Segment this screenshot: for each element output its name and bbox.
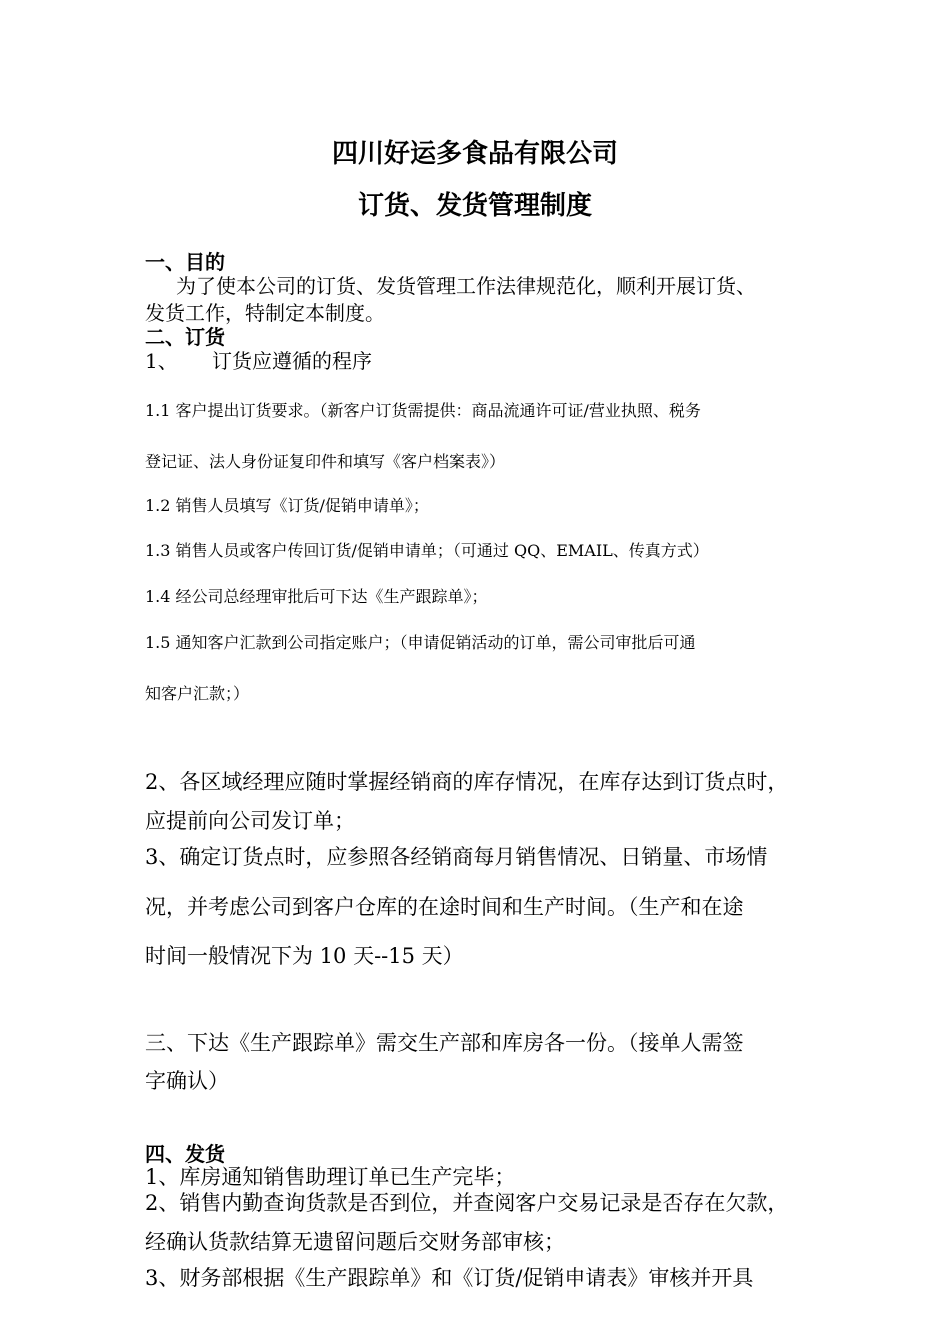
section2-heading: 二、订货 <box>145 325 225 349</box>
document-title: 订货、发货管理制度 <box>357 191 592 221</box>
section2-item2-line2: 应提前向公司发订单； <box>145 809 355 833</box>
step-1-2: 1.2 销售人员填写《订货/促销申请单》； <box>145 496 429 515</box>
section1-heading: 一、目的 <box>145 250 225 274</box>
section3-line2: 字确认） <box>145 1069 229 1093</box>
section2-item3-line1: 3、确定订货点时，应参照各经销商每月销售情况、日销量、市场情 <box>145 845 768 869</box>
section4-heading: 四、发货 <box>145 1142 225 1166</box>
step-1-1-line2: 登记证、法人身份证复印件和填写《客户档案表》） <box>145 452 506 471</box>
section4-item3-line1: 3、财务部根据《生产跟踪单》和《订货/促销申请表》审核并开具 <box>145 1266 754 1290</box>
section1-line1: 为了使本公司的订货、发货管理工作法律规范化，顺利开展订货、 <box>176 274 756 298</box>
section2-item3-line3: 时间一般情况下为 10 天--15 天） <box>145 944 464 968</box>
section4-item1: 1、库房通知销售助理订单已生产完毕； <box>145 1165 516 1189</box>
section2-item1-text: 订货应遵循的程序 <box>212 349 372 373</box>
section2-item3-line2: 况，并考虑公司到客户仓库的在途时间和生产时间。（生产和在途 <box>145 895 744 919</box>
company-name: 四川好运多食品有限公司 <box>331 139 618 169</box>
section2-item1-number: 1、 <box>145 349 178 373</box>
section3-line1: 三、下达《生产跟踪单》需交生产部和库房各一份。（接单人需签 <box>145 1031 744 1055</box>
step-1-5-line2: 知客户汇款；） <box>145 684 250 703</box>
step-1-5-line1: 1.5 通知客户汇款到公司指定账户；（申请促销活动的订单，需公司审批后可通 <box>145 633 696 652</box>
step-1-1-line1: 1.1 客户提出订货要求。（新客户订货需提供：商品流通许可证/营业执照、税务 <box>145 401 701 420</box>
section1-line2: 发货工作，特制定本制度。 <box>145 301 385 325</box>
section4-item2-line1: 2、销售内勤查询货款是否到位，并查阅客户交易记录是否存在欠款， <box>145 1191 789 1215</box>
section2-item2-line1: 2、各区域经理应随时掌握经销商的库存情况，在库存达到订货点时， <box>145 770 789 794</box>
step-1-3: 1.3 销售人员或客户传回订货/促销申请单；（可通过 QQ、EMAIL、传真方式） <box>145 541 709 560</box>
section4-item2-line2: 经确认货款结算无遗留问题后交财务部审核； <box>145 1230 565 1254</box>
step-1-4: 1.4 经公司总经理审批后可下达《生产跟踪单》； <box>145 587 488 606</box>
